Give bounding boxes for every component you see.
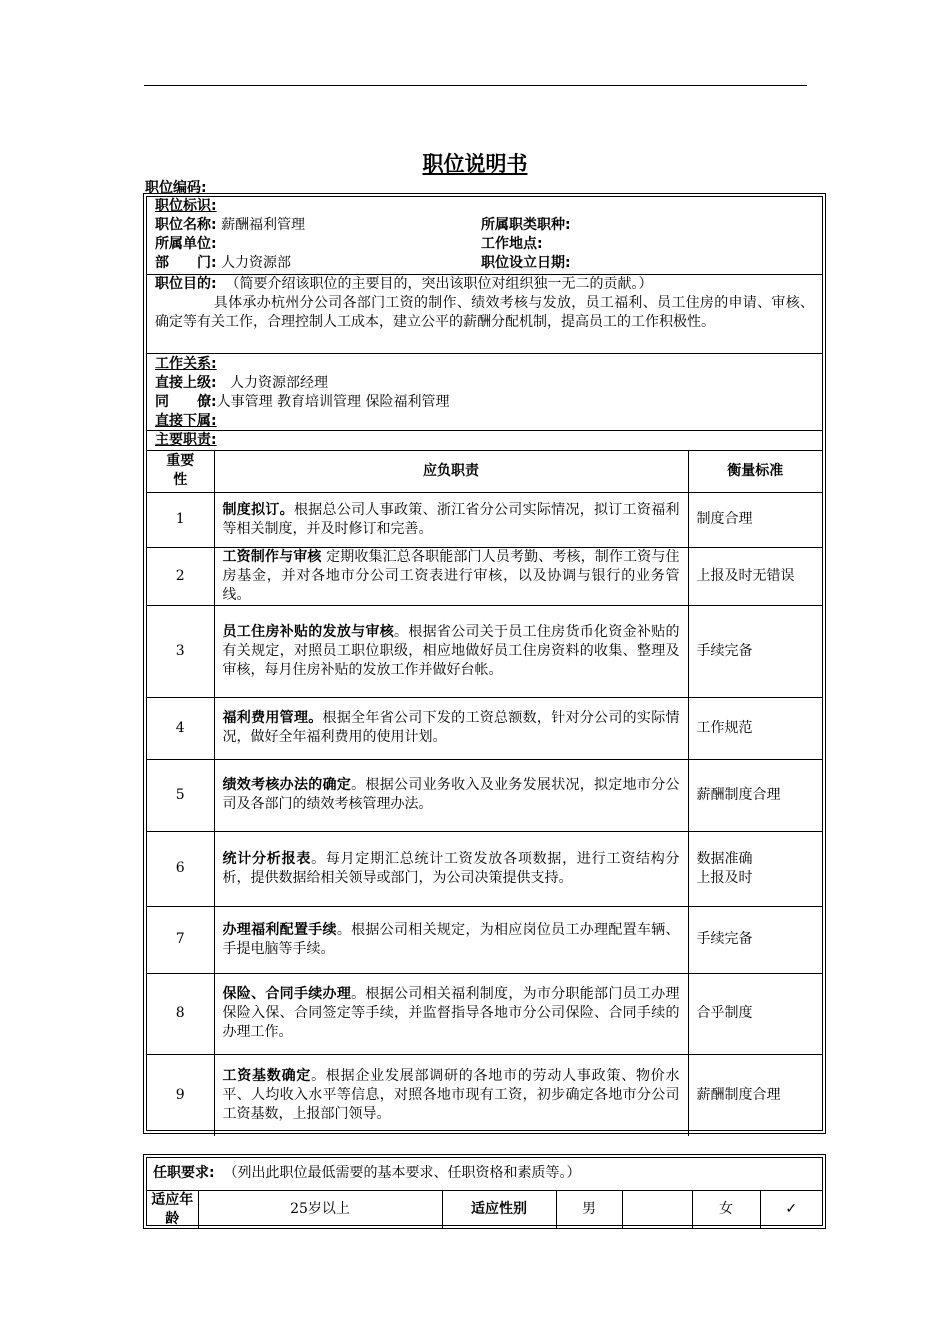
unit-label: 所属单位: — [155, 236, 217, 252]
purpose-label: 职位目的: — [155, 276, 217, 292]
location-label: 工作地点: — [481, 236, 543, 252]
established-date-label: 职位设立日期: — [481, 255, 571, 271]
duty-number: 3 — [147, 605, 214, 697]
duty-number: 5 — [147, 759, 214, 831]
duty-description: 统计分析报表。每月定期汇总统计工资发放各项数据，进行工资结构分析，提供数据给相关领导或部门，为公司决策提供支持。 — [214, 831, 688, 906]
gender-male-label: 男 — [556, 1190, 622, 1229]
department-label: 部 门: — [155, 255, 217, 271]
duty-standard: 上报及时无错误 — [688, 547, 822, 605]
purpose-section — [147, 275, 822, 354]
category-label: 所属职类职种: — [481, 217, 571, 233]
duty-standard: 薪酬制度合理 — [688, 1054, 822, 1136]
duty-standard: 数据准确 上报及时 — [688, 831, 822, 906]
age-value: 25岁以上 — [198, 1190, 442, 1229]
requirements-age-gender-row — [147, 1190, 822, 1229]
purpose-hint: （简要介绍该职位的主要目的，突出该职位对组织独一无二的贡献。） — [225, 276, 653, 292]
identification-row-3 — [155, 254, 814, 273]
gender-male-checkbox[interactable] — [622, 1190, 692, 1229]
duties-table — [147, 451, 822, 1136]
duty-row — [147, 906, 822, 973]
peers-value: 人事管理 教育培训管理 保险福利管理 — [216, 394, 450, 410]
document-title-text: 职位说明书 — [422, 152, 528, 176]
duty-standard: 手续完备 — [688, 906, 822, 973]
relations-section — [147, 354, 822, 431]
duty-row — [147, 492, 822, 547]
job-description-inner — [146, 196, 823, 1131]
duties-table-header — [147, 451, 822, 492]
gender-female-label: 女 — [692, 1190, 760, 1229]
requirements-grid — [147, 1158, 822, 1229]
requirements-header: 任职要求: （列出此职位最低需要的基本要求、任职资格和素质等。） — [147, 1158, 822, 1190]
duty-row — [147, 547, 822, 605]
duty-row — [147, 697, 822, 759]
duties-header: 主要职责: — [155, 432, 217, 448]
job-description-table — [143, 193, 826, 1134]
duty-description: 办理福利配置手续。根据公司相关规定，为相应岗位员工办理配置车辆、手提电脑等手续。 — [214, 906, 688, 973]
duty-description: 绩效考核办法的确定。根据公司业务收入及业务发展状况，拟定地市分公司及各部门的绩效考核管理办法。 — [214, 759, 688, 831]
duty-standard: 制度合理 — [688, 492, 822, 547]
importance-column-header: 重要性 — [147, 451, 214, 492]
duty-number: 6 — [147, 831, 214, 906]
position-name-label: 职位名称: — [155, 217, 217, 233]
duty-row — [147, 759, 822, 831]
duty-standard: 合乎制度 — [688, 973, 822, 1054]
standard-column-header: 衡量标准 — [688, 451, 822, 492]
identification-section — [147, 197, 822, 275]
duty-number: 9 — [147, 1054, 214, 1136]
duty-number: 4 — [147, 697, 214, 759]
duty-number: 2 — [147, 547, 214, 605]
duty-row — [147, 831, 822, 906]
department-value: 人力资源部 — [221, 255, 292, 271]
subordinate-label: 直接下属: — [155, 413, 217, 429]
duty-row — [147, 973, 822, 1054]
gender-female-checkbox[interactable]: ✓ — [760, 1190, 822, 1229]
gender-label: 适应性别 — [442, 1190, 556, 1229]
duties-header-row — [147, 431, 822, 451]
purpose-text: 具体承办杭州分公司各部门工资的制作、绩效考核与发放，员工福利、员工住房的申请、审核、确定等有关工作，合理控制人工成本，建立公平的薪酬分配机制，提高员工的工作积极性。 — [155, 295, 814, 330]
duty-description: 保险、合同手续办理。根据公司相关福利制度，为市分职能部门员工办理保险入保、合同签定等手续，并监督指导各地市分公司保险、合同手续的办理工作。 — [214, 973, 688, 1054]
requirements-header-row — [147, 1158, 822, 1190]
position-name-value: 薪酬福利管理 — [221, 217, 306, 233]
superior-label: 直接上级: — [155, 375, 217, 391]
requirements-table — [143, 1154, 826, 1229]
duty-description: 员工住房补贴的发放与审核。根据省公司关于员工住房货币化资金补贴的有关规定，对照员工职位职级，相应地做好员工住房资料的收集、整理及审核，每月住房补贴的发放工作并做好台帐。 — [214, 605, 688, 697]
duty-description: 工资制作与审核 定期收集汇总各职能部门人员考勤、考核，制作工资与住房基金，并对各地市分公司工资表进行审核，以及协调与银行的业务管线。 — [214, 547, 688, 605]
identification-row-1 — [155, 216, 814, 235]
identification-header: 职位标识: — [155, 198, 217, 214]
header-rule — [144, 85, 807, 86]
age-label: 适应年龄 — [147, 1190, 198, 1229]
requirements-inner — [146, 1157, 823, 1226]
duty-description: 工资基数确定。根据企业发展部调研的各地市的劳动人事政策、物价水平、人均收入水平等信息，对照各地市现有工资，初步确定各地市分公司工资基数，上报部门领导。 — [214, 1054, 688, 1136]
peers-label: 同 僚: — [155, 394, 217, 410]
duty-row — [147, 605, 822, 697]
duty-number: 7 — [147, 906, 214, 973]
duty-row — [147, 1054, 822, 1136]
duty-column-header: 应负职责 — [214, 451, 688, 492]
duty-standard: 工作规范 — [688, 697, 822, 759]
identification-row-2 — [155, 235, 814, 254]
duty-description: 制度拟订。根据总公司人事政策、浙江省分公司实际情况，拟订工资福利等相关制度，并及时修订和完善。 — [214, 492, 688, 547]
duty-standard: 薪酬制度合理 — [688, 759, 822, 831]
relations-header: 工作关系: — [155, 356, 217, 372]
position-code-label: 职位编码: — [145, 180, 207, 196]
duty-number: 8 — [147, 973, 214, 1054]
superior-value: 人力资源部经理 — [229, 375, 328, 391]
duty-description: 福利费用管理。根据全年省公司下发的工资总额数，针对分公司的实际情况，做好全年福利费用的使用计划。 — [214, 697, 688, 759]
duty-number: 1 — [147, 492, 214, 547]
document-title — [0, 148, 950, 178]
duty-standard: 手续完备 — [688, 605, 822, 697]
